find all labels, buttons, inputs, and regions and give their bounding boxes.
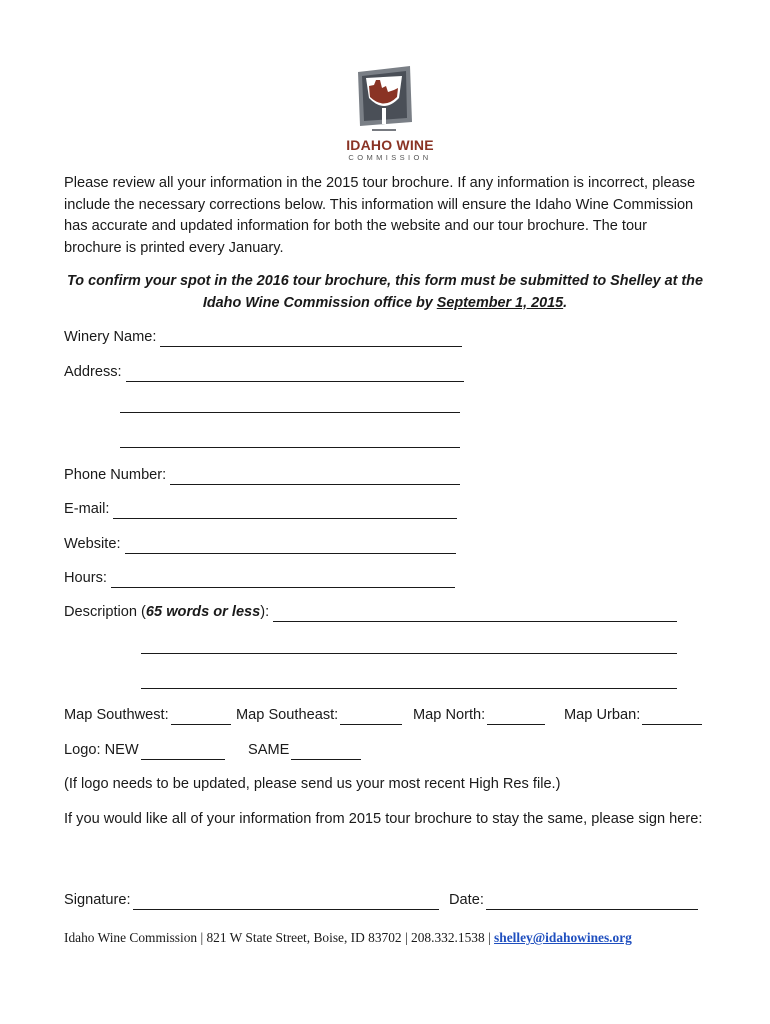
map-southwest-label: Map Southwest: bbox=[64, 707, 169, 723]
email-label: E-mail: bbox=[64, 501, 110, 517]
description-limit: 65 words or less bbox=[145, 604, 261, 620]
map-southeast-line[interactable] bbox=[340, 710, 402, 725]
email-field[interactable] bbox=[64, 499, 457, 519]
logo-same-label: SAME bbox=[248, 742, 290, 758]
deadline-notice bbox=[62, 271, 708, 314]
website-label: Website: bbox=[64, 536, 121, 552]
footer-address: Idaho Wine Commission | 821 W State Street, Boise, ID 83702 | 208.332.1538 | bbox=[64, 930, 495, 945]
wine-glass-icon bbox=[352, 64, 416, 136]
notice-end: . bbox=[563, 294, 568, 311]
description-field[interactable] bbox=[64, 602, 677, 622]
hours-line[interactable] bbox=[111, 573, 455, 588]
hours-field[interactable] bbox=[64, 568, 455, 588]
map-north-field[interactable] bbox=[413, 705, 545, 725]
logo-update-note: (If logo needs to be updated, please send us your most recent High Res file.) bbox=[64, 776, 561, 792]
footer-email-link[interactable]: shelley@idahowines.org bbox=[494, 930, 632, 945]
description-suffix: ): bbox=[260, 604, 270, 620]
description-line-2[interactable] bbox=[141, 653, 677, 654]
map-urban-field[interactable] bbox=[564, 705, 702, 725]
logo-new-field[interactable] bbox=[64, 740, 225, 760]
winery-name-label: Winery Name: bbox=[64, 329, 157, 345]
keep-same-note: If you would like all of your information from 2015 tour brochure to stay the same, please sign here: bbox=[64, 811, 703, 827]
deadline-date: September 1, 2015 bbox=[436, 294, 564, 311]
address-field[interactable] bbox=[64, 362, 464, 382]
hours-label: Hours: bbox=[64, 570, 107, 586]
map-north-line[interactable] bbox=[487, 710, 545, 725]
logo-same-line[interactable] bbox=[291, 745, 361, 760]
winery-name-field[interactable] bbox=[64, 327, 462, 347]
map-southwest-line[interactable] bbox=[171, 710, 231, 725]
logo-subtitle: COMMISSION bbox=[348, 153, 432, 162]
description-prefix: Description ( bbox=[64, 604, 146, 620]
address-line-3[interactable] bbox=[120, 447, 460, 448]
idaho-wine-commission-logo bbox=[340, 64, 440, 164]
phone-label: Phone Number: bbox=[64, 467, 167, 483]
address-line-1[interactable] bbox=[126, 367, 464, 382]
phone-line[interactable] bbox=[170, 470, 460, 485]
website-field[interactable] bbox=[64, 534, 456, 554]
date-line[interactable] bbox=[486, 895, 698, 910]
logo-same-field[interactable] bbox=[248, 740, 361, 760]
description-label bbox=[64, 602, 269, 622]
map-southwest-field[interactable] bbox=[64, 705, 231, 725]
map-selection-row bbox=[64, 705, 714, 725]
signature-field[interactable] bbox=[64, 890, 439, 910]
logo-new-label: Logo: NEW bbox=[64, 742, 139, 758]
winery-name-line[interactable] bbox=[160, 332, 462, 347]
map-southeast-field[interactable] bbox=[236, 705, 402, 725]
signature-label: Signature: bbox=[64, 892, 131, 908]
date-label: Date: bbox=[449, 892, 484, 908]
description-line-3[interactable] bbox=[141, 688, 677, 689]
map-urban-line[interactable] bbox=[642, 710, 702, 725]
signature-line[interactable] bbox=[133, 895, 439, 910]
description-line-1[interactable] bbox=[273, 607, 677, 622]
email-line[interactable] bbox=[113, 504, 457, 519]
map-urban-label: Map Urban: bbox=[564, 707, 641, 723]
logo-title: IDAHO WINE bbox=[346, 137, 434, 153]
website-line[interactable] bbox=[125, 539, 456, 554]
signature-row bbox=[64, 890, 714, 910]
map-southeast-label: Map Southeast: bbox=[236, 707, 339, 723]
footer-contact bbox=[64, 929, 724, 947]
notice-text: To confirm your spot in the 2016 tour brochure, this form must be submitted to Shelley at the Idaho Wine Commission office by bbox=[67, 273, 703, 311]
address-label: Address: bbox=[64, 364, 122, 380]
map-north-label: Map North: bbox=[413, 707, 486, 723]
logo-new-line[interactable] bbox=[141, 745, 225, 760]
logo-selection-row bbox=[64, 740, 464, 760]
date-field[interactable] bbox=[449, 890, 698, 910]
phone-field[interactable] bbox=[64, 465, 460, 485]
intro-paragraph: Please review all your information in the 2015 tour brochure. If any information is incorrect, please include the necessary corrections below. This information will ensure the Idaho Wine Commission has accurate and updated information for both the website and our tour brochure. The tour brochure is printed every January. bbox=[64, 175, 696, 256]
address-line-2[interactable] bbox=[120, 412, 460, 413]
